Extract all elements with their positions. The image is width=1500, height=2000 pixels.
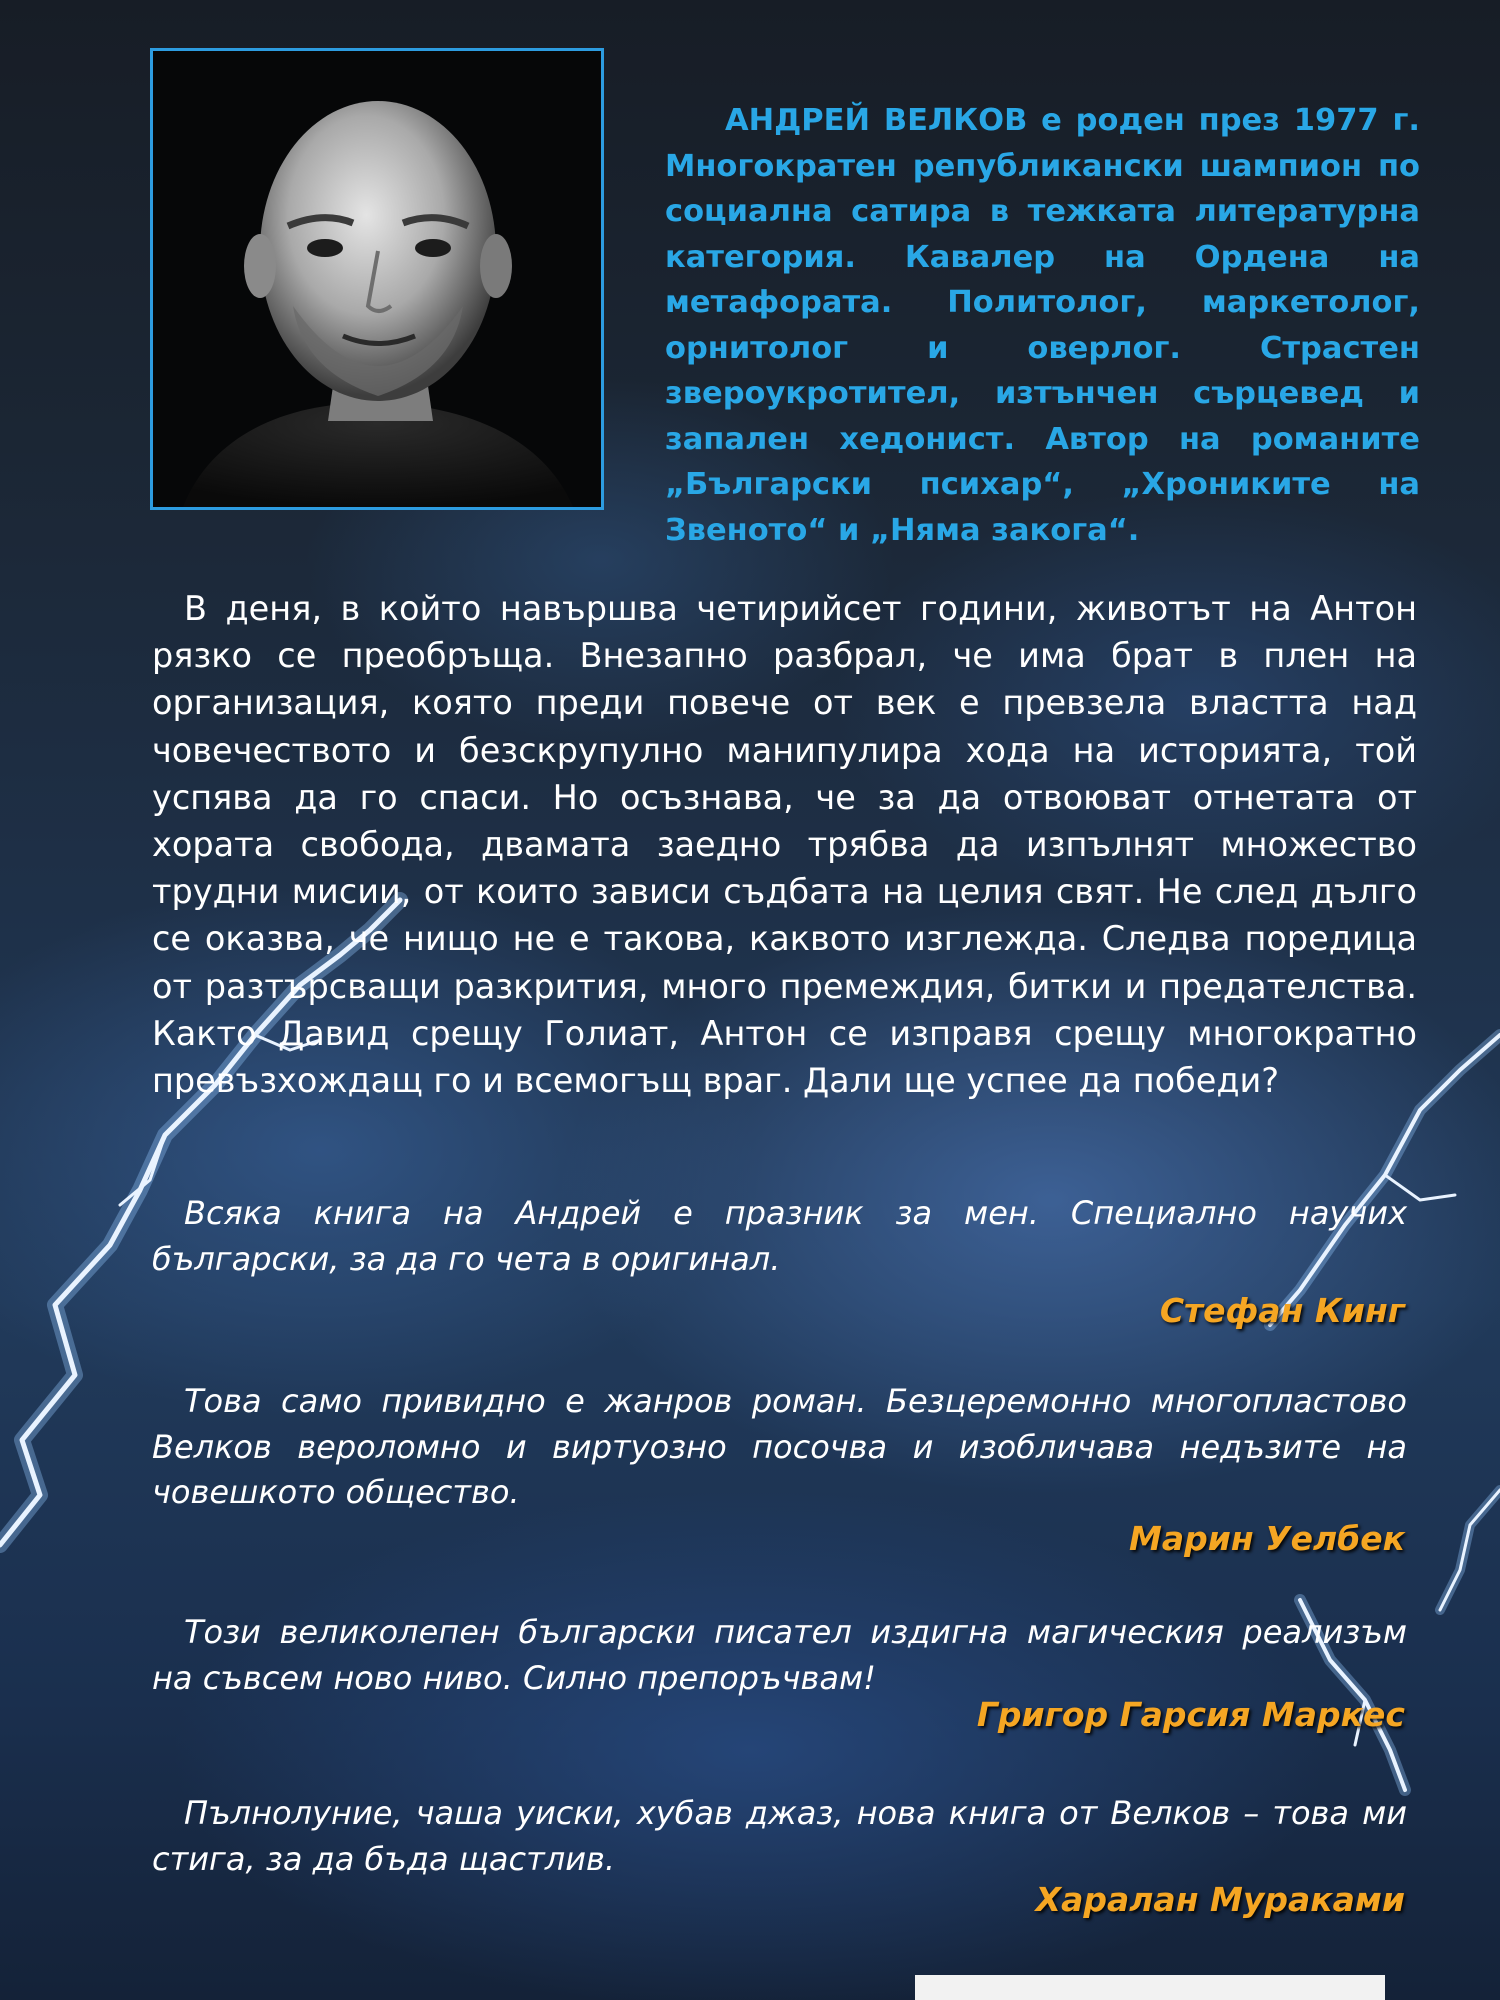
author-bio-name: АНДРЕЙ ВЕЛКОВ: [725, 103, 1028, 138]
author-bio-text: е роден през 1977 г. Многократен републикански шампион по социална сатира в тежката литературна категория. Кавалер на Ордена на метафората. Политолог, маркетолог, орнитолог и оверлог. Страстен звероукротител, изтънчен сърцевед и запален хедонист. Автор на романите „Български психар“, „Хрониките на Звеното“ и „Няма закога“.: [665, 103, 1420, 548]
review-author-1: Стефан Кинг: [1159, 1291, 1405, 1330]
review-quote-3: Този великолепен български писател издигна магическия реализъм на съвсем ново ниво. Силно препоръчвам!: [152, 1613, 1407, 1697]
review-author-2: Марин Уелбек: [1129, 1519, 1405, 1558]
book-synopsis: В деня, в който навършва четирийсет години, животът на Антон рязко се преобръща. Внезапно разбрал, че има брат в плен на организация, която преди повече от век е превзела властта над човечеството и безскрупулно манипулира хода на историята, той успява да го спаси. Но осъзнава, че за да отвоюват отнетата от хората свобода, двамата заедно трябва да изпълнят множество трудни мисии, от които зависи съдбата на целия свят. Не след дълго се оказва, че нищо не е такова, каквото изглежда. Следва поредица от разтърсващи разкрития, много премеждия, битки и предателства. Както Давид срещу Голиат, Антон се изправя срещу многократно превъзхождащ го и всемогъщ враг. Дали ще успее да победи?: [152, 589, 1417, 1101]
review-author-4: Харалан Мураками: [1035, 1880, 1405, 1919]
author-portrait-image: [153, 51, 601, 507]
barcode-label-edge: [915, 1975, 1385, 2000]
review-author-3: Григор Гарсия Маркес: [976, 1695, 1405, 1734]
author-photo: [150, 48, 604, 510]
author-bio: [665, 98, 1420, 553]
review-quote-2: Това само привидно е жанров роман. Безцеремонно многопластово Велков вероломно и виртуозно посочва и изобличава недъзите на човешкото общество.: [152, 1382, 1407, 1511]
review-quote-1: Всяка книга на Андрей е празник за мен. Специално научих български, за да го чета в оригинал.: [152, 1194, 1407, 1278]
review-quote-4: Пълнолуние, чаша уиски, хубав джаз, нова книга от Велков – това ми стига, за да бъда щастлив.: [152, 1794, 1407, 1878]
